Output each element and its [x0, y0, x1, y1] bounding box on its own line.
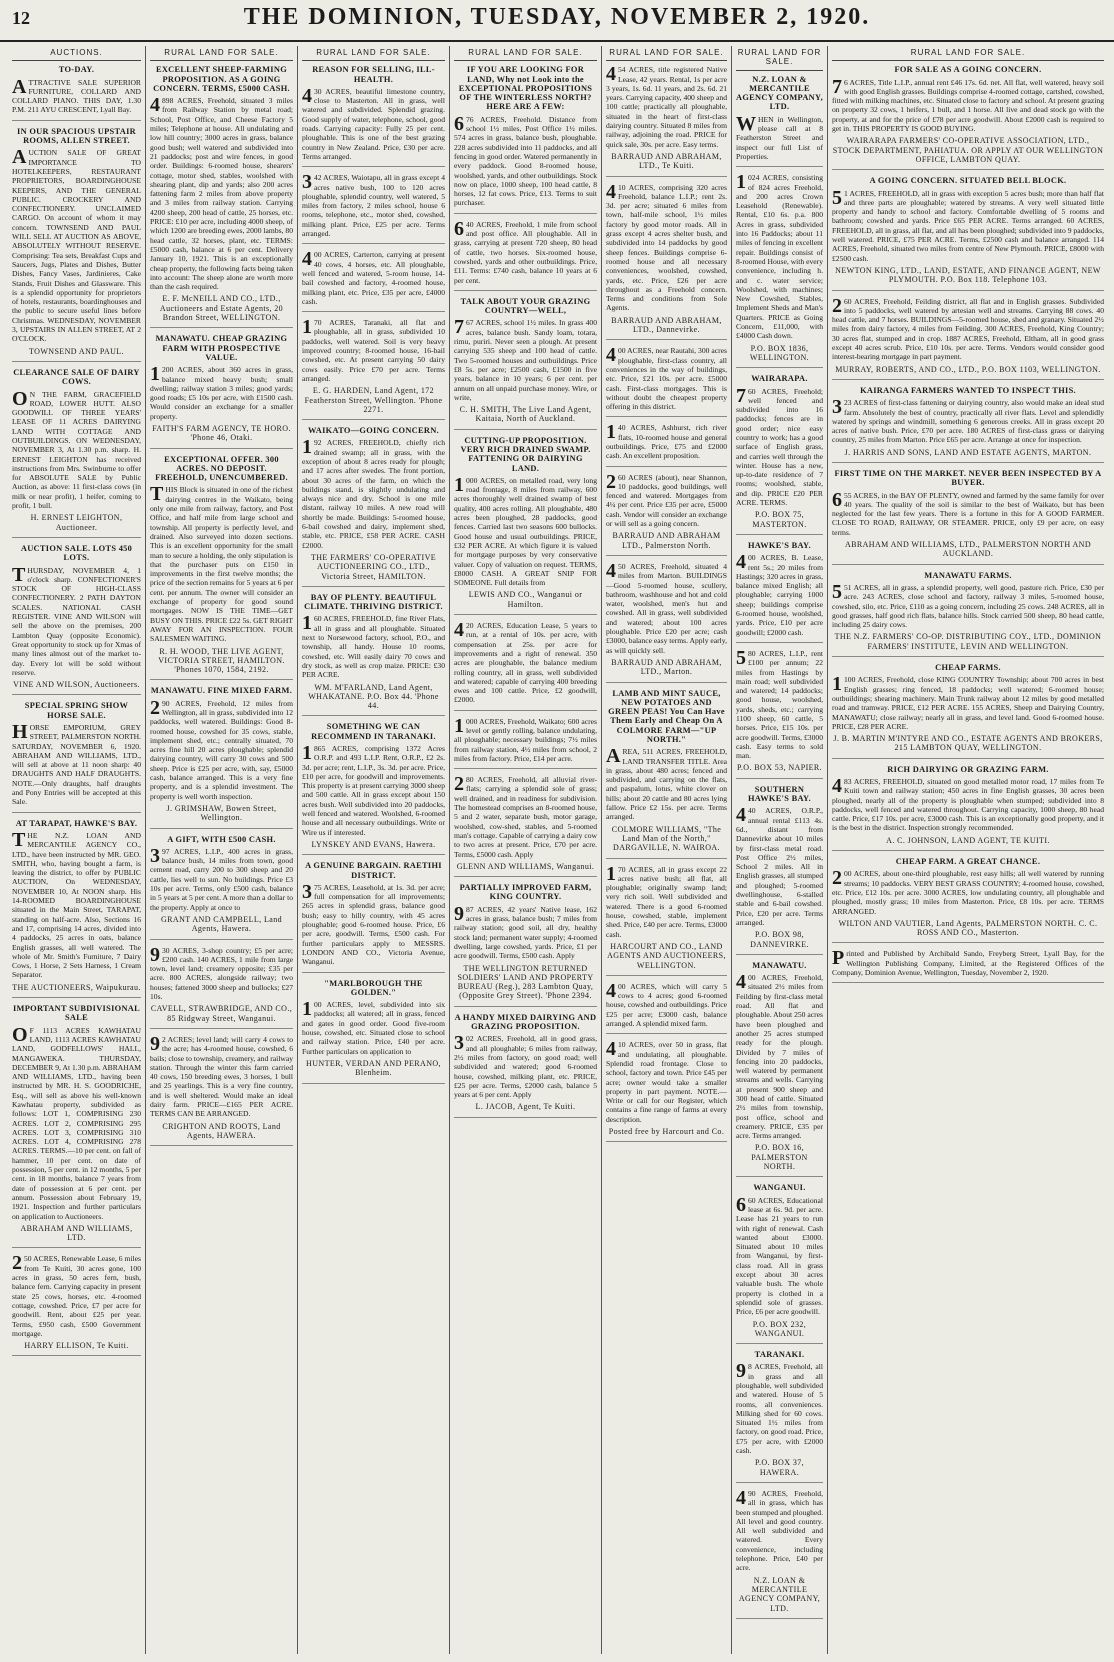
- ad-headline: TO-DAY.: [58, 65, 95, 75]
- ad-body: 400 ACRES, Freehold, situated 2½ miles from Feilding by first-class metal road. All flat and ploughable. About 250 acres have been ploughed and another 25 acres stumped ready for the plough. Divided by 7 miles of fencing into 20 paddocks, well watered by permanent streams and wells. Carrying at present 900 sheep and 300 head of cattle. Situated 2½ miles from township, post office, school and creamery. PRICE, £35 per acre. Terms arranged.: [736, 971, 823, 1141]
- classified-ad: [150, 65, 293, 328]
- ad-headline: RICH DAIRYING OR GRAZING FARM.: [887, 764, 1049, 774]
- ad-advertiser: Posted free by Harcourt and Co.: [608, 1126, 725, 1136]
- ad-advertiser: E. F. McNEILL AND CO., LTD., Auctioneers and Estate Agents, 20 Brandon Street, WELLINGTON.: [159, 294, 284, 323]
- classified-column-4: [450, 46, 602, 1654]
- ad-advertiser: THE AUCTIONEERS, Waipukurau.: [12, 982, 141, 992]
- ad-body: 397 ACRES, L.I.P., 400 acres in grass, balance bush, 14 miles from town, good cement road, carry 200 to 300 sheep and 20 cattle, lies well to sun. No buildings. Price £3 10s per acre. Terms, only £500 cash, balance in 5 years at 5 per cent. A more than a dollar to the property. Apply at once to: [150, 844, 293, 912]
- classified-column-5: [602, 46, 732, 1654]
- classified-ad: [832, 857, 1104, 943]
- classified-ad: [454, 1013, 597, 1118]
- ad-body: OF 1113 ACRES KAWHATAU LAND, 1113 ACRES KAWHATAU LAND, GODFELLOWS' HALL, MANGAWEKA. THURSDAY, DECEMBER 9, At 1.30 p.m. ABRAHAM AND WILLIAMS, LTD., having been instructed by MR. H. S. GOODRICHE, Esq., will sell as above his well-known Kawhatau property, subdivided as follows: LOT 1, COMPRISING 230 ACRES. LOT 2, COMPRISING 295 ACRES. LOT 3, COMPRISING 310 ACRES. LOT 4, COMPRISING 278 ACRES. TERMS.—10 per cent. on fall of hammer, 10 per cent. on date of possession, 5 per cent. in 12 months, 5 per cent. in 18 months, balance 7 years from date of possession at 6 per cent. per annum. Possession about February 19, 1921. Inspection and further particulars on application to Auctioneers.: [12, 1023, 141, 1221]
- ad-body: 160 ACRES, FREEHOLD, fine River Flats, all in grass and all ploughable. Situated next to Norsewood factory, school, P.O., and township, all handy. House 10 rooms, cowshed, etc. Will easily dairy 70 cows and dry stock, as well as crop maize. PRICE: £30 PER ACRE.: [302, 612, 445, 680]
- ad-body: 51 ACRES, FREEHOLD, all in grass with exception 5 acres bush; more than half flat and three parts are ploughable; watered by streams. A very well situated little property and handy to school and factory. Comfortable dwelling of 5 rooms and bathroom; cowshed and yards. Price £65 PER ACRE. Terms arranged. 60 ACRES, FREEHOLD, all in grass, all flat, and all has been ploughed; subdivided into 9 paddocks, well watered. PRICE, £75 PER ACRE. Terms, £2500 cash and balance arranged. 114 ACRES, Freehold, situated two miles from centre of New Plymouth. PRICE, £8000 with £2500 cash.: [832, 186, 1104, 263]
- newspaper-title: THE DOMINION, TUESDAY, NOVEMBER 2, 1920.: [243, 4, 871, 30]
- ad-body: 1000 ACRES, Freehold, Waikato; 600 acres level or gently rolling, balance undulating, all ploughable; necessary buildings; 7½ miles from railway station, 4½ miles from school, 2 miles from factory. Price, £14 per acre.: [454, 714, 597, 763]
- ad-headline: PARTIALLY IMPROVED FARM, KING COUNTRY.: [459, 883, 592, 902]
- ad-headline: SPECIAL SPRING SHOW HORSE SALE.: [24, 701, 129, 720]
- ad-body: 140 ACRES, Ashhurst, rich river flats, 10-roomed house and general outbuildings. Price, £75 and £2000 cash. An excellent proposition.: [606, 421, 727, 461]
- ad-advertiser: WM. M'FARLAND, Land Agent, WHAKATANE. P.O. Box 44. 'Phone 44.: [308, 682, 439, 711]
- ad-body: 660 ACRES, Educational lease at 6s. 9d. per acre. Lease has 21 years to run with right of renewal. Cash wanted about £3000. Situated about 10 miles from Wanganui, by first-class road. All in grass except about 30 acres valuable bush. The whole property is clothed in a splendid sole of grasses. Price, £6 per acre goodwill.: [736, 1193, 823, 1317]
- classified-ad: [302, 426, 445, 587]
- ad-advertiser: J. HARRIS AND SONS, LAND AND ESTATE AGENTS, MARTON.: [844, 447, 1092, 457]
- ad-advertiser: CAVELL, STRAWBRIDGE, AND CO., 85 Ridgway Street, Wanganui.: [150, 1004, 293, 1023]
- ad-body: 400 ACRES, which will carry 5 cows to 4 acres; good 6-roomed house, cowshed and outbuildings. Price £25 per acre; £3000 cash, balance arranged. A splendid mixed farm.: [606, 979, 727, 1029]
- classified-ad: [606, 559, 727, 683]
- classified-ad: [736, 1350, 823, 1483]
- classified-ad: [606, 65, 727, 176]
- ad-body: Printed and Published by Archibald Sando, Freyberg Street, Lyall Bay, for the Wellington Publishing Company, Limited, at the Registered Offices of the Company, Dominion Avenue, Wellington, Tuesday, November 2, 1920.: [832, 947, 1104, 978]
- ad-headline: WAIKATO—GOING CONCERN.: [308, 426, 439, 436]
- ad-headline: BAY OF PLENTY. BEAUTIFUL CLIMATE. THRIVING DISTRICT.: [304, 592, 443, 612]
- ad-advertiser: ABRAHAM AND WILLIAMS, LTD., PALMERSTON NORTH AND AUCKLAND.: [844, 540, 1092, 559]
- classified-column-3: [298, 46, 450, 1654]
- ad-body: ATTRACTIVE SALE SUPERIOR FURNITURE, COLLARD AND COLLARD PIANO. THIS DAY, 1.30 P.M. 211 AYU CRESCENT, Lyall Bay.: [12, 75, 141, 115]
- column-heading: RURAL LAND FOR SALE.: [606, 46, 727, 61]
- classified-ad: [736, 961, 823, 1178]
- classified-ad: [736, 173, 823, 368]
- ad-advertiser: P.O. BOX 75, MASTERTON.: [752, 510, 807, 529]
- classified-ad: [302, 173, 445, 244]
- ad-body: 410 ACRES, over 50 in grass, flat and undulating, all ploughable. Splendid road frontage. Close to school, factory and town. Price £45 per acre; owner would take a smaller property in part payment. NOTE.—Write or call for our Register, which contains a fine range of farms at every description.: [606, 1038, 727, 1124]
- classified-ad: [302, 722, 445, 855]
- classified-ad: [150, 455, 293, 681]
- column-heading: RURAL LAND FOR SALE.: [302, 46, 445, 61]
- ad-body: THIS Block is situated in one of the richest dairying centres in the Waikato, being only one mile from railway, factory, and Post Office, and half mile from large school and township. All property is perfectly level, and drained. Also surveyed into dozen sections. This is an excellent opportunity for the small man to secure a holding, the only stipulation is that the purchaser puts on £150 in improvements in the first twelve months; the price of the section remains for 5 years at 6 per cent. per annum. The owner will consider an exchange of property for good sound mortgages. NOW IS THE TIME—GET BUSY ON THIS. PRICE £22 5s. GET RIGHT AWAY FOR AN INSPECTION. FOUR SALESMEN WAITING.: [150, 483, 293, 644]
- classified-ad: [12, 1004, 141, 1248]
- ad-advertiser: LYNSKEY AND EVANS, Hawera.: [311, 839, 436, 849]
- ad-headline: MANAWATU. CHEAP GRAZING FARM WITH PROSPECTIVE VALUE.: [155, 334, 288, 362]
- classified-ad: [832, 949, 1104, 983]
- ad-body: 655 ACRES, in the BAY OF PLENTY, owned and farmed by the same family for over 40 years. The quality of the soil is similar to the best of Waikato, but has been neglected for the last few years. There is a fortune in this for A GOOD FARMER. CLOSE TO ROAD, RAILWAY, OR STEAMER. PRICE, only £9 per acre, on easy terms.: [832, 488, 1104, 537]
- ad-body: 640 ACRES, Freehold, 1 mile from school and post office. All ploughable. All in grass, carrying at present 720 sheep, 80 head of cattle, two horses. Six-roomed house, cowshed, yards and other outbuildings. Price, £11. Terms: £740 cash, balance 10 years at 6 per cent.: [454, 217, 597, 285]
- classified-ad: [454, 297, 597, 430]
- ad-headline: CUTTING-UP PROPOSITION. VERY RICH DRAINED SWAMP. FATTENING OR DAIRYING LAND.: [460, 435, 591, 473]
- ad-advertiser: THE FARMERS' CO-OPERATIVE AUCTIONEERING CO., LTD., Victoria Street, HAMILTON.: [310, 552, 437, 581]
- ad-advertiser: ABRAHAM AND WILLIAMS, LTD.: [20, 1223, 133, 1243]
- ad-headline: SOUTHERN HAWKE'S BAY.: [747, 784, 812, 804]
- classified-ad: [736, 75, 823, 168]
- ad-body: 250 ACRES, Renewable Lease, 6 miles from Te Kuiti, 30 acres gone, 100 acres in grass, 50 acres fern, bush, balance fern. Carrying capacity in present state 25 cows, horses, etc. 4-roomed cottage, cowshed. Price, £7 per acre for goodwill. Rent, about £25 per year. Terms, £950 cash, £500 Government mortgage.: [12, 1252, 141, 1338]
- ad-headline: IF YOU ARE LOOKING FOR LAND, Why not Look into the EXCEPTIONAL PROPOSITIONS OF THE WINTERLESS NORTH? HERE ARE A FEW:: [458, 65, 593, 112]
- ad-body: 400 ACRES, Carterton, carrying at present 40 cows, 4 horses, etc. All ploughable, well fenced and watered, 5-room house, 14-bail cowshed and factory, 4-roomed house, milking plant, etc. Price, £35 per acre, £4000 cash.: [302, 248, 445, 306]
- ad-advertiser: MURRAY, ROBERTS, AND CO., LTD., P.O. BOX 1103, WELLINGTON.: [835, 364, 1101, 374]
- ad-body: 100 ACRES, level, subdivided into six paddocks; all watered; all in grass, fenced and gates in good order. Good five-room house, cowshed, etc. Situated close to school and railway station. Price, £40 per acre. Further particulars on application to: [302, 998, 445, 1056]
- ad-headline: A GOING CONCERN. SITUATED BELL BLOCK.: [869, 176, 1067, 186]
- ad-advertiser: P.O. BOX 53, NAPIER.: [736, 763, 823, 773]
- ad-headline: LAMB AND MINT SAUCE, NEW POTATOES AND GREEN PEAS! You Can Have Them Early and Cheap On A COLMORE FARM—"UP NORTH.": [608, 688, 725, 744]
- column-heading: RURAL LAND FOR SALE.: [736, 46, 823, 71]
- classified-ad: [150, 686, 293, 828]
- ad-body: 410 ACRES, comprising 320 acres Freehold, balance L.I.P.; rent 2s. 3d. per acre; situated 6 miles from town, half-mile school, 1½ miles factory by good motor roads. All in grass except 4 acres shelter bush, and subdivided into 14 paddocks by good sheep fences. Buildings comprise 6-roomed house and all necessary conveniences, woolshed, cowshed, yards, etc. Price, £26 per acre throughout as a Freehold concern. Terms and conditions from Sole Agents.: [606, 180, 727, 313]
- ad-body: THE N.Z. LOAN AND MERCANTILE AGENCY CO., LTD., have been instructed by MR. GEO. SMITH, who, having bought a farm, is leaving the district, to offer by PUBLIC AUCTION, On WEDNESDAY, NOVEMBER 10, At NOON sharp. His 14-ROOMED BOARDINGHOUSE situated in the Main Street, TARAPAT, standing on half-acre. Also, Sections 16 and 17, comprising 14 acres, divided into 4 paddocks, 25 acres in oats, balance English grasses, all well watered. The whole of Mr. Smith's Furniture, 7 Dairy Cows, 1 Horse, 2 Sets Harness, 1 Cream Separator.: [12, 828, 141, 980]
- ad-body: 580 ACRES, L.I.P., rent £100 per annum; 22 miles from Hastings by main road; well subdivided and watered; 14 paddocks; good house, woolshed, yards, sheds, etc.; carrying 1100 sheep, 60 cattle, 5 horses. Price, £15 10s. per acre goodwill. Terms, £3000 cash. Easy terms to sold man.: [736, 646, 823, 761]
- ad-headline: CHEAP FARMS.: [935, 663, 1001, 673]
- ad-advertiser: BARRAUD AND ABRAHAM LTD., Palmerston North.: [612, 531, 721, 550]
- ad-headline: N.Z. LOAN & MERCANTILE AGENCY COMPANY, LTD.: [736, 74, 824, 112]
- ad-advertiser: TOWNSEND AND PAUL.: [29, 346, 124, 356]
- classified-ad: [736, 646, 823, 779]
- ad-body: 930 ACRES, 3-shop country; £5 per acre; £200 cash. 140 ACRES, 1 mile from large town, level land; creamery opposite; £35 per acre. 800 ACRES, alongside railway; two houses; fattened 3000 sheep and bullocks; £27 10s.: [150, 943, 293, 1002]
- classified-column-7: [828, 46, 1108, 1654]
- classified-ad: [832, 571, 1104, 657]
- classified-ad: [606, 423, 727, 466]
- ad-body: 192 ACRES, FREEHOLD, chiefly rich drained swamp; all in grass, with the exception of about 8 acres ready for plough; and 17 acres after swedes. The front portion, about 30 acres of the farm, on which the buildings stand, is slightly undulating and always nice and dry. School is one mile distant, railway 10 miles. A new road will shortly be made. Buildings: 5-roomed house, 6-bail cowshed and dairy, implement shed, stable, etc. PRICE, £58 PER ACRE. CASH £2000.: [302, 436, 445, 550]
- ad-body: 92 ACRES; level land; will carry 4 cows to the acre; has 4-roomed house, cowshed, 6 bails; close to township, creamery, and railway station. Through the winter this farm carried 40 cows, 150 breeding ewes, 3 horses, 1 bull and 25 yearlings. This is a very fine country, and is well sheltered. Would make an ideal dairy farm. PRICE—£165 PER ACRE. TERMS CAN BE ARRANGED.: [150, 1032, 293, 1119]
- ad-advertiser: NEWTON KING, LTD., LAND, ESTATE, AND FINANCE AGENT, NEW PLYMOUTH. P.O. Box 118. Telephone 103.: [835, 265, 1101, 285]
- classified-ad: [150, 943, 293, 1029]
- ad-body: 430 ACRES, beautiful limestone country, close to Masterton. All in grass, well watered and subdivided. Splendid grazing. Good supply of water, telephone, school, good roads. Carrying capacity: Fully 25 per cent. ploughable. This is one of the best grazing country in New Zealand. Price, £30 per acre. Terms arranged.: [302, 84, 445, 161]
- ad-body: THURSDAY, NOVEMBER 4, 1 o'clock sharp. CONFECTIONER'S STOCK OF HIGH-CLASS CONFECTIONERY. 2 PATH DAYTON SCALES. NATIONAL CASH REGISTER. VINE AND WILSON will sell the above on the premises, 200 Lambton Quay (opposite Economic). Great opportunity to stock up for Xmas of many lines almost out of the market to-day. Every lot will be sold without reserve.: [12, 563, 141, 677]
- classified-ad: [606, 470, 727, 556]
- classified-ad: [12, 701, 141, 812]
- ad-advertiser: HUNTER, VERDAN AND PERANO, Blenheim.: [306, 1058, 441, 1078]
- ad-body: 323 ACRES of first-class fattening or dairying country, also would make an ideal stud farm. Absolutely the best of country, practically all river flats. Level and splendidly watered by springs and windmill, something 6 generous creeks. All in grass except 20 acres of native bush. Price, £70 per acre. 180 ACRES of first-class grass or dairying country, 25 miles from Marton. Price £65 per acre. Arrange at once for inspection.: [832, 396, 1104, 445]
- classified-ad: [12, 544, 141, 695]
- ad-body: 342 ACRES, Waiotapu, all in grass except 4 acres native bush, 100 to 120 acres ploughable, splendid country, well watered, 5 miles from factory, 2 miles school, house 6 rooms, telephone, etc., motor shed, cowshed, milking plant. Price, £25 per acre. Terms arranged.: [302, 171, 445, 239]
- ad-headline: MANAWATU.: [752, 960, 807, 970]
- classified-ad: [832, 469, 1104, 565]
- ad-advertiser: THE N.Z. FARMERS' CO-OP. DISTRIBUTING COY., LTD., DOMINION FARMERS' INSTITUTE, LEVIN AND WELLINGTON.: [834, 632, 1102, 651]
- ad-headline: EXCELLENT SHEEP-FARMING PROPOSITION. AS A GOING CONCERN. TERMS, £5000 CASH.: [153, 65, 290, 93]
- ad-body: 454 ACRES, title registered Native Lease, 42 years. Rental, 1s per acre 3 years, 1s. 6d. 11 years, and 2s. 6d. 21 years. Carrying capacity, 400 sheep and 100 cattle; practically all ploughable, situated in the heart of first-class dairying country. Situated 8 miles from railway, adjoining the road. PRICE for quick sale, 30s. per acre. Easy terms.: [606, 63, 727, 149]
- ad-headline: CLEARANCE SALE OF DAIRY COWS.: [13, 367, 140, 387]
- ad-headline: MANAWATU FARMS.: [924, 570, 1012, 580]
- ad-advertiser: P.O. BOX 98, DANNEVIRKE.: [750, 930, 809, 949]
- ad-advertiser: GLENN AND WILLIAMS, Wanganui.: [456, 861, 595, 871]
- classified-ad: [606, 979, 727, 1034]
- ad-headline: CHEAP FARM. A GREAT CHANCE.: [895, 857, 1041, 867]
- ad-body: 375 ACRES, Leasehold, at 1s. 3d. per acre; full compensation for all improvements; 265 acres in splendid grass, balance good bush; easy to hilly country, with 45 acres ploughable; good 6-roomed house. Price, £6 per acre, goodwill. Terms, £500 cash. For further particulars apply to MESSRS. LONDON AND CO., Victoria Avenue, Wanganui.: [302, 880, 445, 967]
- classified-ad: [832, 663, 1104, 759]
- classified-column-6: [732, 46, 828, 1654]
- ad-headline: HAWKE'S BAY.: [747, 540, 812, 550]
- classified-ad: [736, 1486, 823, 1619]
- ad-body: 760 ACRES, Freehold; well fenced and subdivided into 16 paddocks; fences are in good order; nice easy country to work; has a good surface of English grass, and carries well through the winter. House has a new, up-to-date residence of 7 rooms; woolshed, stable, and dip. PRICE £20 PER ACRE. TERMS.: [736, 384, 823, 508]
- classified-ad: [606, 180, 727, 341]
- classified-column-2: [146, 46, 298, 1654]
- ad-headline: REASON FOR SELLING, ILL-HEALTH.: [312, 65, 435, 84]
- ad-headline: IN OUR SPACIOUS UPSTAIR ROOMS, ALLEN STREET.: [17, 126, 136, 146]
- ad-body: 490 ACRES, Freehold, all in grass, which has been stumped and ploughed. All level and good country. All well subdivided and watered. Every convenience, including telephone. Price, £40 per acre.: [736, 1486, 823, 1573]
- ad-headline: AUCTION SALE. LOTS 450 LOTS.: [20, 543, 133, 563]
- ad-advertiser: H. ERNEST LEIGHTON, Auctioneer.: [30, 513, 123, 532]
- ad-body: 483 ACRES, FREEHOLD, situated on good metalled motor road, 17 miles from Te Kuiti town and railway station; 450 acres in fine English grasses, 30 acres been ploughed, nearly all of the property is ploughable when stumped; subdivided into 8 paddocks, well fenced and watered throughout. Carrying capacity, 1000 sheep, 80 head cattle. Price, £17 10s. per acre, £3000 cash. This is an exceptionally good property, and it is the best in the district. Inspection strongly recommended.: [832, 775, 1104, 833]
- ad-headline: AT TARAPAT, HAWKE'S BAY.: [15, 818, 138, 828]
- classified-ad: [606, 689, 727, 859]
- ad-headline: A GIFT, WITH £500 CASH.: [167, 834, 276, 844]
- ad-advertiser: WILTON AND VAUTIER, Land Agents, PALMERSTON NORTH. C. C. ROSS AND CO., Masterton.: [838, 918, 1098, 938]
- ad-body: 4898 ACRES, Freehold, situated 3 miles from Railway Station by metal road; School, Post Office, and Cheese Factory 5 miles; Telephone at house. All undulating and low hill country; 3000 acres in grass, balance good bush; well watered and subdivided into 21 paddocks; post and wire fences, in good order. Buildings: 6-roomed house, shearers' cottage, motor shed, stables, woolshed with shearing plant, dip and yards; also 200 acres fattening farm 2 miles from above property and 3 miles from railway station. Carrying 4200 sheep, 200 head of cattle, 25 horses, etc. PRICE: £10 per acre, including 4000 sheep, of which 1200 are breeding ewes, 2000 lambs, 80 head cattle, 32 horses, plant, etc. TERMS: £5000 cash, balance at 6 per cent. Delivery January 10, 1921. This is an exceptionally cheap property, the following facts being taken into account: The sheep alone are worth more than the cash required.: [150, 94, 293, 292]
- ad-body: HORSE EMPORIUM, GREY STREET, PALMERSTON NORTH. SATURDAY, NOVEMBER 6, 1920. ABRAHAM AND WILLIAMS, LTD., will sell at above at 11 noon sharp: 40 DRAUGHTS AND HALF DRAUGHTS. NOTE.—Only draughts, half draughts and Pony Entries will be accepted at this Sale.: [12, 721, 141, 807]
- classified-ad: [736, 785, 823, 955]
- ad-advertiser: LEWIS AND CO., Wanganui or Hamilton.: [468, 590, 583, 609]
- ad-headline: FIRST TIME ON THE MARKET. NEVER BEEN INSPECTED BY A BUYER.: [834, 468, 1102, 488]
- classified-ad: [12, 65, 141, 120]
- page-number: 12: [12, 8, 30, 28]
- ad-body: 1024 ACRES, consisting of 824 acres Freehold, and 200 acres Crown Leasehold (Renewable). Rental, £10 6s. p.a. 800 Acres in grass, subdivided into 16 Paddocks; about 11 miles of fencing in excellent repair. Buildings consist of 8-roomed House, with every convenience, including h. and c. water service; Woolshed, with machines; New Cowshed, Stables, Implement Sheds and Man's Quarters. PRICE as Going Concern, £11,000, with £4000 Cash down.: [736, 171, 823, 341]
- ad-advertiser: A. C. JOHNSON, LAND AGENT, TE KUITI.: [886, 835, 1050, 845]
- classified-ad: [150, 835, 293, 940]
- ad-body: 767 ACRES, school 1½ miles. In grass 400 acres, balance bush. Sandy loam, totara, rimu, puriri. Never seen a plough. At present carrying 535 sheep and 100 head of cattle. Two 5-roomed houses and outbuildings. Price £8 5s. per acre; £2500 cash, £1500 in five years, balance in 10 years; 6 per cent. per annum on all unpaid purchase money. Wire, or write,: [454, 316, 597, 402]
- classified-ad: [832, 294, 1104, 380]
- ad-headline: KAIRANGA FARMERS WANTED TO INSPECT THIS.: [860, 385, 1076, 395]
- classified-ad: [302, 250, 445, 312]
- ad-advertiser: J. GRIMSHAW, Bowen Street, Wellington.: [166, 803, 277, 823]
- ad-body: 1100 ACRES, Freehold, close KING COUNTRY Township; about 700 acres in best English grasses; ring fenced, 18 paddocks; well watered; 6-roomed house; outbuildings; shearing machinery. Main Trunk railway about 12 miles by good metalled road and tramway. PRICE, £12 PER ACRE. 155 ACRES, Sheep and Dairying Country, MANAWATU; close railway; nearly all in grass, and level land. Good 6-roomed house. PRICE, £28 PER ACRE.: [832, 673, 1104, 731]
- classified-ad: [832, 765, 1104, 851]
- classified-ad: [606, 1040, 727, 1142]
- ad-advertiser: P.O. BOX 232, WANGANUI.: [752, 1319, 807, 1338]
- ad-body: 170 ACRES, Taranaki, all flat and ploughable, all in grass, subdivided 10 paddocks, well watered. Soil is very heavy improved country; 8-roomed house, 16-bail cowshed, etc. At present carrying 50 dairy cows easily. Price £70 per acre. Terms arranged.: [302, 316, 445, 383]
- ad-advertiser: CRIGHTON AND ROOTS, Land Agents, HAWERA.: [162, 1121, 281, 1140]
- classified-ad: [302, 861, 445, 972]
- ad-advertiser: P.O. BOX 16, PALMERSTON NORTH.: [751, 1143, 808, 1172]
- ad-advertiser: C. H. SMITH, The Live Land Agent, Kaitaia, North of Auckland.: [459, 405, 592, 424]
- ad-body: 450 ACRES, Freehold, situated 4 miles from Marton. BUILDINGS—Good 5-roomed house, scullery, bathroom, washhouse and hot and cold water, woolshed, men's hut and cowshed. All in grass, well subdivided and watered; about 100 acres ploughable. Price £20 per acre; cash £3000, balance easy terms. Apply early, as will quickly sell.: [606, 559, 727, 655]
- ad-headline: WAIRARAPA.: [751, 374, 808, 384]
- ad-headline: "MARLBOROUGH THE GOLDEN.": [324, 978, 423, 997]
- classified-ad: [302, 593, 445, 717]
- ad-body: 76 ACRES, Title L.I.P., annual rent £46 17s. 6d. net. All flat, well watered, heavy soil with good English grasses. Buildings comprise 4-roomed cottage, cartshed, cowshed, fitted with milking machines, etc. Situated close to factory and school. At present grazing on property 32 cows, 1 heifers, 1 bull, and 1 horse. All live and dead stock go with the property, at and for the price of £78 per acre goodwill. About £2000 cash is required to get in. THIS PROPERTY IS GOOD BUYING.: [832, 75, 1104, 134]
- classified-ad: [454, 714, 597, 769]
- ad-advertiser: BARRAUD AND ABRAHAM, LTD., Marton.: [611, 657, 722, 677]
- ad-advertiser: BARRAUD AND ABRAHAM, LTD., Dannevirke.: [611, 315, 722, 335]
- classified-ad: [832, 386, 1104, 463]
- classified-ad: [302, 65, 445, 167]
- ad-body: 551 ACRES, all in grass, a splendid property, well good, pasture rich. Price, £30 per acre. 243 ACRES, close school and factory, railway 3 miles, 5-roomed house, cowshed, silo, etc. Price, £110 as a going concern, including 25 cows. 248 ACRES, all in good grasses, half good rich flats, balance hills. Stock carried 500 sheep, 80 head cattle, including 25 dairy cows.: [832, 580, 1104, 630]
- ad-body: 200 ACRES, about one-third ploughable, rest easy hills; all well watered by running streams; 10 paddocks. VERY BEST GRASS COUNTRY; 4-roomed house, cowshed, etc. Price, £12 10s. per acre. 3000 ACRES, low undulating country, all ploughable and ploughed, mostly grass; 10 miles from Masterton. Price, £8 10s. per acre. TERMS ARRANGED.: [832, 867, 1104, 916]
- classified-ad: [454, 775, 597, 877]
- ad-advertiser: P.O. BOX 1836, WELLINGTON.: [749, 343, 810, 362]
- classified-ad: [12, 127, 141, 362]
- ad-advertiser: BARRAUD AND ABRAHAM, LTD., Te Kuiti.: [611, 151, 722, 171]
- ad-advertiser: P.O. BOX 37, HAWERA.: [754, 1458, 805, 1477]
- ad-headline: TALK ABOUT YOUR GRAZING COUNTRY—WELL,: [460, 296, 591, 316]
- ad-body: 260 ACRES (about), near Shannon, 10 paddocks, good buildings, well fenced and watered. Mortgages from 4¼ per cent. Price £35 per acre, £5000 cash. Vendor will consider an exchange or will sell as a going concern.: [606, 470, 727, 529]
- ad-body: 280 ACRES, Freehold, all alluvial river-flats; carrying a splendid sole of grass; well drained, and in readiness for subdivision. The homestead comprises an 8-roomed house, 5 and 2 water, separate bush, motor garage, woolshed, cow-shed, stables, and 5-roomed man's cottage. Capable of carrying a dairy cow to two acres at present. Price, £70 per acre. Terms, £5000 cash. Apply: [454, 773, 597, 859]
- classified-ad: [606, 862, 727, 976]
- classified-ad: [12, 1254, 141, 1356]
- ad-headline: EXCEPTIONAL OFFER. 300 ACRES. NO DEPOSIT. FREEHOLD, UNENCUMBERED.: [155, 454, 288, 483]
- ad-body: 400 ACRES, B. Lease, rent 5s.; 20 miles from Hastings; 320 acres in grass, balance mixed English; all ploughable; carrying 1000 sheep; buildings comprise 6-roomed house, woolshed, yards. Price, £10 per acre goodwill; £2000 cash.: [736, 551, 823, 637]
- ad-body: 170 ACRES, all in grass except 22 acres native bush; all flat, all ploughable; originally swamp land; very rich soil. Well subdivided and watered. There is a good 6-roomed house, cowshed, stable, implement shed. Price, £40 per acre. Terms, £3000 cash.: [606, 862, 727, 939]
- ad-advertiser: HARRY ELLISON, Te Kuiti.: [24, 1341, 129, 1351]
- classified-ad: [736, 541, 823, 643]
- ad-advertiser: COLMORE WILLIAMS, "The Land Man of the North," DARGAVILLE, N. WAIROA.: [611, 824, 722, 853]
- classified-ad: [736, 1183, 823, 1344]
- classified-ad: [454, 217, 597, 291]
- ad-headline: FOR SALE AS A GOING CONCERN.: [894, 65, 1042, 75]
- classified-ad: [12, 368, 141, 538]
- ad-headline: TARANAKI.: [754, 1350, 805, 1360]
- ad-body: WHEN in Wellington, please call at 8 Featherston Street and inspect our full List of Properties.: [736, 112, 823, 161]
- classified-columns: [8, 46, 1108, 1654]
- ad-advertiser: VINE AND WILSON, Auctioneers.: [13, 680, 140, 690]
- classified-ad: [832, 65, 1104, 170]
- ad-headline: A HANDY MIXED DAIRYING AND GRAZING PROPOSITION.: [454, 1012, 597, 1032]
- column-heading: AUCTIONS.: [12, 46, 141, 61]
- ad-advertiser: R. H. WOOD, THE LIVE AGENT, VICTORIA STREET, HAMILTON. 'Phones 1070, 1584, 2192.: [158, 646, 285, 675]
- classified-ad: [150, 334, 293, 448]
- ad-body: 302 ACRES, Freehold, all in good grass, and all ploughable; 6 miles from railway, 2½ miles from factory, on good road; well subdivided and watered; good 6-roomed house, cowshed, milking plant, etc. PRICE, £25 per acre. Terms, £2000 cash, balance 5 years at 6 per cent. Apply: [454, 1032, 597, 1100]
- classified-ad: [454, 65, 597, 213]
- classified-ad: [150, 1032, 293, 1146]
- column-heading: RURAL LAND FOR SALE.: [832, 46, 1104, 61]
- ad-body: AREA, 511 ACRES, FREEHOLD, LAND TRANSFER TITLE. Area in grass, about 480 acres; fenced and subdivided, and carrying on the flats, and paspalum, lotus, white clover on hills; about 20 cattle and 80 acres lying fallow. Price £2 15s. per acre. Terms arranged.: [606, 745, 727, 822]
- classified-ad: [606, 346, 727, 417]
- classified-ad: [454, 883, 597, 1007]
- ad-advertiser: E. G. HARDEN, Land Agent, 172 Featherston Street, Wellington. 'Phone 2271.: [304, 386, 443, 414]
- masthead: [0, 0, 1114, 42]
- classified-ad: [454, 436, 597, 615]
- ad-body: 98 ACRES, Freehold, all in grass and all ploughable, well subdivided and watered. House of 5 rooms, all conveniences. Milking shed for 60 cows. Situated 1½ miles from factory, on good road. Price, £75 per acre, with £2000 cash.: [736, 1360, 823, 1456]
- classified-column-1: [8, 46, 146, 1654]
- ad-body: 1865 ACRES, comprising 1372 Acres O.R.P. and 493 L.I.P. Rent, O.R.P., £2 2s. 3d. per acre; rent, L.I.P., 3s. 3d. per acre. Price, £10 per acre, for goodwill and improvements. This property is at present carrying 3000 sheep and 500 cattle. All in grass except about 150 acres bush. Well subdivided into 20 paddocks, well fenced and watered. Woolshed, 6-roomed house and all necessary outbuildings. Write or Wire us if interested.: [302, 742, 445, 837]
- ad-body: 440 ACRES, O.R.P., annual rental £113 4s. 6d., distant from Dannevirke about 10 miles by first-class metal road. Post Office 2½ miles, School 2 miles. All in English grasses, all stumped and ploughed; 5-roomed dwellinghouse, 6-stalled stable and 6-bail cowshed. Price, £20 per acre. Terms arranged.: [736, 804, 823, 927]
- column-heading: RURAL LAND FOR SALE.: [150, 46, 293, 61]
- ad-body: 260 ACRES, Freehold, Feilding district, all flat and in English grasses. Subdivided into 5 paddocks, well watered by artesian well and streams. Carrying 88 cows. 40 head cattle, and 7 horses. BUILDINGS—5-roomed house, shed and granary. Situated 2½ miles from dairy factory, 4 miles from Feilding. 300 ACRES, Freehold, King Country; 30 acres flat, stumped and in crop. 1887 ACRES, Freehold, Eltham, all in good grass except 40 acres scrub. Price, £10 10s. per acre. Terms. Vendors would consider good interest-bearing mortgage in part payment.: [832, 294, 1104, 362]
- classified-ad: [12, 819, 141, 998]
- classified-ad: [302, 318, 445, 420]
- ad-headline: WANGANUI.: [753, 1183, 806, 1193]
- ad-advertiser: FAITH'S FARM AGENCY, TE HORO. 'Phone 46, Otaki.: [152, 423, 291, 443]
- ad-body: 676 ACRES, Freehold. Distance from school 1½ miles, Post Office 1½ miles. 574 acres in grass, balance bush, ploughable. 228 acres subdivided into 11 paddocks, and all fencing in good order. Watered permanently in every paddock. Good 8-roomed house, woolshed, yards, and other outbuildings. Stock now on place, 1000 sheep, 100 head cattle, 8 horses, 12 fat cows. Price, £13. Terms to suit purchaser.: [454, 112, 597, 208]
- ad-body: ON THE FARM, GRACEFIELD ROAD, LOWER HUTT. ALSO GOODWILL OF THREE YEARS' LEASE OF 11 ACRES DAIRYING LAND WITH COTTAGE AND OUTBUILDINGS. ON WEDNESDAY, NOVEMBER 3, At 1.30 p.m. sharp. H. ERNEST LEIGHTON has received instructions from Mrs. Swinburne to offer for ABSOLUTE SALE by Public Auction, as above: 11 first-class cows (in milk or near profit), 1 heifer, coming to profit, 1 bull.: [12, 387, 141, 511]
- ad-body: AUCTION SALE OF GREAT IMPORTANCE TO HOTELKEEPERS, RESTAURANT PROPRIETORS, BOARDINGHOUSE KEEPERS, AND THE GENERAL PUBLIC. CROCKERY AND CONFECTIONERY. UNCLAIMED CARGO. On account of whom it may concern. TOWNSEND AND PAUL WILL SELL AT AUCTION AS ABOVE, ABSOLUTELY WITHOUT RESERVE. Comprising: Tea sets, Breakfast Cups and Saucers, Jugs, Plates and Dishes, Butter Dishes, Fancy Vases, Jardinieres, Cake Stands, Fruit Dishes and Glassware. This is a splendid opportunity for proprietors of hotels, restaurants, boardinghouses and the public to secure useful lines before Christmas. WEDNESDAY, NOVEMBER 3, UPSTAIRS IN ALLEN STREET, AT 2 O'CLOCK.: [12, 146, 141, 344]
- ad-advertiser: GRANT AND CAMPBELL, Land Agents, Hawera.: [160, 914, 282, 934]
- ad-body: 1200 ACRES, about 360 acres in grass, balance mixed heavy bush; small dwelling; railway station 3 miles; good yards; good roads; £5 10s per acre, with £1500 cash. Would consider an exchange for a smaller property.: [150, 363, 293, 421]
- ad-advertiser: THE WELLINGTON RETURNED SOLDIERS' LAND AND PROPERTY BUREAU (Reg.), 283 Lambton Quay, (Opposite Grey Street). 'Phone 2394.: [457, 963, 594, 1001]
- ad-advertiser: N.Z. LOAN & MERCANTILE AGENCY COMPANY, LTD.: [738, 1575, 821, 1613]
- classified-ad: [302, 979, 445, 1084]
- ad-headline: MANAWATU. FINE MIXED FARM.: [150, 686, 293, 696]
- column-heading: RURAL LAND FOR SALE.: [454, 46, 597, 61]
- ad-body: 290 ACRES, Freehold, 12 miles from Wellington, all in grass, subdivided into 12 paddocks, well watered. Buildings: Good 8-roomed house, cowshed for 35 cows, stable, implement shed, etc.; centrally situated, 70 acres fine hill 20 acres ploughable; splendid dairying country, will carry 30 cows and 500 sheep. Price is £25 per acre, with, say, £5000 cash, balance arranged. This is a very fine property, and is a splendid investment. The property is well worth inspection.: [150, 696, 293, 801]
- ad-advertiser: J. B. MARTIN M'INTYRE AND CO., ESTATE AGENTS AND BROKERS, 215 LAMBTON QUAY, WELLINGTON.: [833, 734, 1103, 753]
- ad-headline: A GENUINE BARGAIN. RAETIHI DISTRICT.: [305, 861, 442, 880]
- classified-ad: [454, 621, 597, 711]
- ad-body: 420 ACRES, Education Lease, 5 years to run, at a rental of 10s. per acre, with compensation at 25s. per acre for improvements and a right of renewal. 350 acres are ploughable, the balance medium rolling country, all in grass, well subdivided and watered; capable of carrying 400 breeding ewes and 100 cattle. Price, £2 goodwill, £2000.: [454, 619, 597, 705]
- ad-headline: IMPORTANT SUBDIVISIONAL SALE: [12, 1004, 141, 1023]
- ad-advertiser: L. JACOB, Agent, Te Kuiti.: [475, 1102, 576, 1112]
- ad-body: 400 ACRES, near Rautahi, 300 acres ploughable, first-class country, all conveniences in the way of buildings, etc. Price, £21 10s. per acre. £5000 cash. First-class mortgages. This is without doubt the cheapest property offering in this district.: [606, 344, 727, 412]
- classified-ad: [736, 374, 823, 535]
- ad-advertiser: WAIRARAPA FARMERS' CO-OPERATIVE ASSOCIATION, LTD., STOCK DEPARTMENT, PAHIATUA. OR APPLY AT OUR WELLINGTON OFFICE, LAMBTON QUAY.: [832, 136, 1104, 164]
- ad-advertiser: HARCOURT AND CO., LAND AGENTS AND AUCTIONEERS, WELLINGTON.: [607, 941, 726, 970]
- ad-headline: SOMETHING WE CAN RECOMMEND IN TARANAKI.: [311, 722, 436, 741]
- ad-body: 1000 ACRES, on metalled road, very long road frontage, 8 miles from railway, 600 acres thoroughly well drained swamp of best quality, 400 acres rolling. All ploughable, 480 acres been ploughed, 28 paddocks, good fences. Carried last two seasons 600 bullocks. Good house and usual outbuildings. PRICE, £32 PER ACRE. At which figure it is valued for mortgage purposes by very conservative valuer. Copy of valuation on request. TERMS, £8000 CASH. A GREAT SNIP FOR SOMEONE. Full details from: [454, 473, 597, 588]
- classified-ad: [832, 176, 1104, 290]
- ad-body: 987 ACRES, 42 years' Native lease, 162 acres in grass, balance bush; 7 miles from railway station; good soil, all dry, healthy stock land; permanent water supply; 4-roomed dwelling, large cowshed, yards. Price, £1 per acre goodwill. Terms, £500 cash. Apply: [454, 902, 597, 961]
